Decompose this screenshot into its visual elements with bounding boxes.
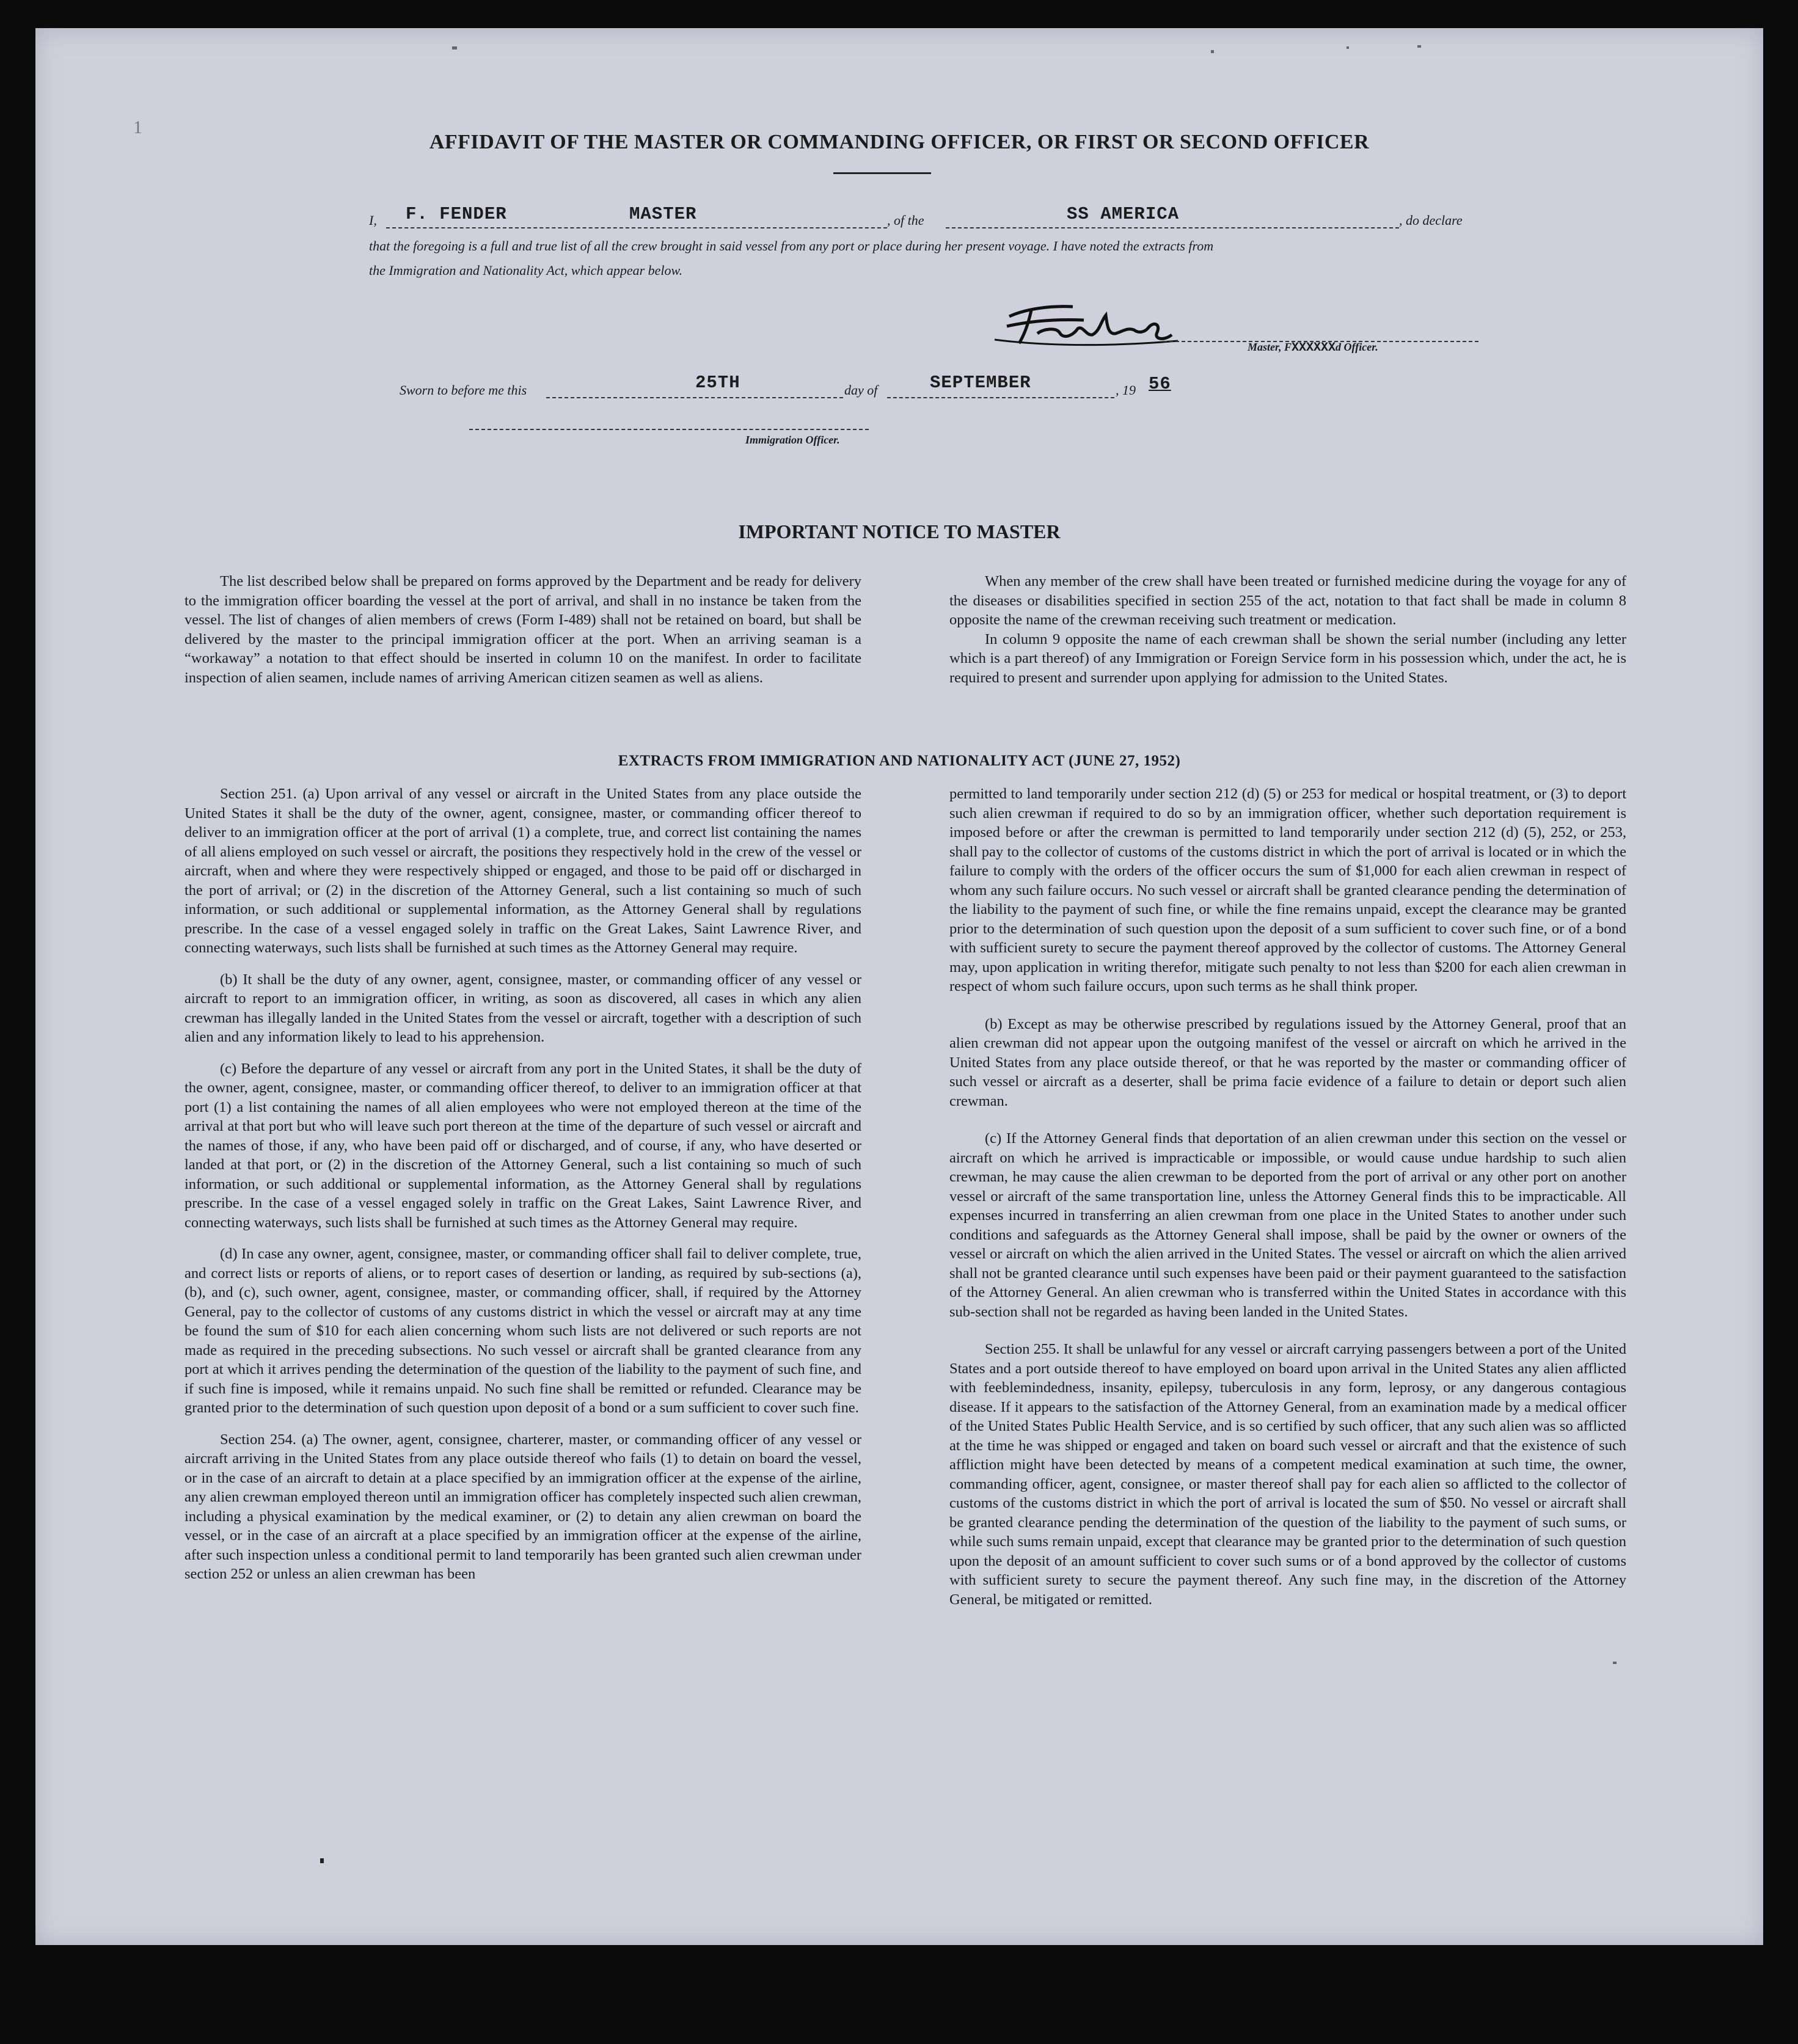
declaration-line-2: that the foregoing is a full and true list of all the crew brought in said vessel from any port or place during her present voyage. I have noted the extracts from [369,238,1214,254]
master-caption-start: Master, F [1248,341,1292,353]
declaration-of-the: , of the [887,213,924,228]
notice-left-column [185,572,861,699]
sworn-month: SEPTEMBER [930,373,1031,393]
sworn-day: 25TH [695,373,740,393]
scan-speck [1613,1662,1617,1664]
notice-left-paragraph: The list described below shall be prepared on forms approved by the Department and be ready for delivery to the immigration officer boarding the vessel at the port of arrival, and shall in no instance be taken from the vessel. The list of changes of alien members of crews (Form I-489) shall not be retained on board, but shall be delivered by the master to the principal immigration officer at the port. When an arriving seaman is a “workaway” a notation to that effect should be inserted in column 10 on the manifest. In order to facilitate inspection of alien seamen, include names of arriving American citizen seamen as well as aliens. [185,573,861,686]
declaration-do-declare: , do declare [1399,213,1463,228]
scan-speck [320,1858,324,1863]
master-caption [1248,341,1378,355]
sworn-label: Sworn to before me this [400,382,527,398]
notice-right-column [949,572,1626,699]
declaration-line-3: the Immigration and Nationality Act, which appear below. [369,263,683,278]
section-255: Section 255. It shall be unlawful for any vessel or aircraft carrying passengers between a port of the United States and a port outside thereof to have employed on board upon arrival in the United States any alien afflicted with feeblemindedness, insanity, epilepsy, tuberculosis in any form, leprosy, or any dangerous contagious disease. If it appears to the satisfaction of the Attorney General, from an examination made by a medical officer of the United States Public Health Service, and is so certified by such officer, that any such alien was so afflicted at the time he was shipped or engaged and taken on board such vessel or aircraft and that the existence of such affliction might have been detected by means of a competent medical examination at such time, the owner, commanding officer, agent, consignee, or master thereof shall pay for each alien so afflicted to the collector of customs of the customs district in which the port of arrival is located the sum of $50. No vessel or aircraft shall be granted clearance pending the determination of the question of the liability to the payment of such sums, or while such sums remain unpaid, except that clearance may be granted prior to the determination of such question upon the deposit of an amount sufficient to cover such sums or of a bond approved by the collector of customs with sufficient surety to secure the payment thereof. Any such fine may, in the discretion of the Attorney General, be mitigated or remitted. [949,1341,1626,1608]
immigration-officer-caption: Immigration Officer. [745,434,840,446]
extracts-right-column [949,784,1626,1621]
page-mark: 1 [133,117,142,137]
section-254-c: (c) If the Attorney General finds that deportation of an alien crewman under this section on the vessel or aircraft on which he arrived is impracticable or impossible, or would cause undue hardship to such alien crewman, he may cause the alien crewman to be deported from the port of arrival or any other port on another vessel or aircraft of the same transportation line, unless the Attorney General finds this to be impracticable. All expenses incurred in transferring an alien crewman from one place in the United States to another under such conditions and safeguards as the Attorney General shall impose, shall be paid by the owner or owners of the vessel or aircraft on which the alien arrived in the United States. The vessel or aircraft on which the alien arrived shall not be granted clearance until such expenses have been paid or their payment guaranteed to the satisfaction of the Attorney General. An alien crewman who is transferred within the United States in accordance with this sub-section shall not be regarded as having been landed in the United States. [949,1130,1626,1320]
scan-speck [1417,45,1421,48]
sworn-year-prefix: , 19 [1116,382,1136,398]
sworn-day-line [546,380,843,398]
master-rank: MASTER [629,204,697,224]
scan-speck [1211,50,1214,53]
immigration-officer-line [469,417,869,430]
sworn-day-of: day of [844,382,878,398]
master-signature [970,297,1190,364]
notice-right-paragraph-2: In column 9 opposite the name of each crewman shall be shown the serial number (including any letter which is a part thereof) of any Immigration or Foreign Service form in his possession which, under the act, he is required to present and surrender upon applying for admission to the United States. [949,630,1626,686]
master-name: F. FENDER [406,204,507,224]
sworn-year: 56 [1149,374,1171,394]
master-caption-end: d Officer. [1336,341,1378,353]
master-signature-line [1163,329,1478,342]
notice-right-paragraph-1: When any member of the crew shall have been treated or furnished medicine during the voyage for any of the diseases or disabilities specified in section 255 of the act, notation to that fact shall be made in column 8 opposite the name of the crewman receiving such treatment or medication. [949,573,1626,628]
declaration-i: I, [369,213,377,228]
section-254-a: Section 254. (a) The owner, agent, consignee, charterer, master, or commanding officer of any vessel or aircraft arriving in the United States from any place outside thereof who fails (1) to detain on board the vessel, or in the case of an aircraft to detain at a place specified by an immigration officer at the expense of the airline, any alien crewman employed thereon until an immigration officer has completely inspected such alien crewman, including a physical examination by the medical examiner, or (2) to detain any alien crewman on board the vessel, or in the case of an aircraft at a place specified by an immigration officer at the expense of the airline, after such inspection unless a conditional permit to land temporarily has been granted such alien crewman under section 252 or unless an alien crewman has been [185,1431,861,1582]
title-rule [833,172,931,174]
document-page [35,28,1763,1945]
document-title: AFFIDAVIT OF THE MASTER OR COMMANDING OFFICER, OR FIRST OR SECOND OFFICER [429,131,1370,153]
vessel-name: SS AMERICA [1067,204,1180,224]
section-251-a: Section 251. (a) Upon arrival of any vessel or aircraft in the United States from any place outside the United States it shall be the duty of the owner, agent, consignee, master, or commanding officer thereof to deliver to an immigration officer at the port of arrival (1) a complete, true, and correct list containing the names of all aliens employed on such vessel or aircraft, the positions they respectively hold in the crew of the vessel or aircraft, when and where they were respectively shipped or engaged, and those to be paid off or discharged in the port of arrival; or (2) in the discretion of the Attorney General, such a list containing so much of such information, or such additional or supplemental information, as the Attorney General shall by regulations prescribe. In the case of a vessel engaged solely in traffic on the Great Lakes, Saint Lawrence River, and connecting waterways, such lists shall be furnished at such times as the Attorney General may require. [185,786,861,956]
scan-speck [452,46,457,49]
section-251-b: (b) It shall be the duty of any owner, agent, consignee, master, or commanding officer of any vessel or aircraft to report to an immigration officer, in writing, as soon as discovered, all cases in which any alien crewman has illegally landed in the United States from the vessel or aircraft, together with a description of such alien and any information likely to lead to his apprehension. [185,971,861,1045]
master-caption-struck: XXXXXX [1292,341,1336,355]
section-251-d: (d) In case any owner, agent, consignee, master, or commanding officer shall fail to deliver complete, true, and correct lists or reports of aliens, or to report cases of desertion or landing, as required by sub-sections (a), (b), and (c), such owner, agent, consignee, master, or commanding officer, shall, if required by the Attorney General, pay to the collector of customs of any customs district in which the vessel or aircraft may at any time be found the sum of $10 for each alien concerning whom such lists are not delivered or such reports are not made as required in the preceding subsections. No such vessel or aircraft shall be granted clearance from any port at which it arrives pending the determination of the question of the liability to the payment of such fine, and if such fine is imposed, while it remains unpaid. No such fine shall be remitted or refunded. Clearance may be granted prior to the determination of such question upon deposit of a bond or a sum sufficient to cover such fine. [185,1246,861,1416]
notice-heading: IMPORTANT NOTICE TO MASTER [738,520,1061,542]
scan-speck [1347,46,1349,49]
extracts-heading: EXTRACTS FROM IMMIGRATION AND NATIONALITY ACT (JUNE 27, 1952) [618,753,1181,769]
section-251-c: (c) Before the departure of any vessel or aircraft from any port in the United States, it shall be the duty of the owner, agent, consignee, master, or commanding officer thereof, to deliver to an immigration officer at that port (1) a list containing the names of all alien employees who were not employed thereon at the time of the arrival at that port but who will leave such port thereon at the time of the departure of such vessel or aircraft and the names of those, if any, who have been paid off or discharged, and of course, if any, who have deserted or landed at that port, or (2) in the discretion of the Attorney General, such a list containing so much of such information, or such additional or supplemental information, as the Attorney General shall by regulations prescribe. In the case of a vessel engaged solely in traffic on the Great Lakes, Saint Lawrence River, and connecting waterways, such lists shall be furnished at such times as the Attorney General may require. [185,1060,861,1231]
section-254-b: (b) Except as may be otherwise prescribed by regulations issued by the Attorney General, proof that an alien crewman did not appear upon the outgoing manifest of the vessel or aircraft on which he arrived in the United States from any place outside thereof, or that he was reported by the master or commanding officer of such vessel or aircraft as a deserter, shall be prima facie evidence of a failure to detain or deport such alien crewman. [949,1015,1626,1109]
extracts-left-column [185,784,861,1596]
section-254-a-continued: permitted to land temporarily under section 212 (d) (5) or 253 for medical or hospital treatment, or (3) to deport such alien crewman if required to do so by an immigration officer, whether such deportation requirement is imposed before or after the crewman is permitted to land temporarily under section 212 (d) (5), 252, or 253, shall pay to the collector of customs of the customs district in which the port of arrival is located or in which the failure to comply with the orders of the officer occurs the sum of $1,000 for each alien crewman in respect of whom any such failure occurs. No such vessel or aircraft shall be granted clearance pending the determination of the liability to the payment of such fine, or while the fine remains unpaid, except the clearance may be granted prior to the determination of such question upon the deposit of a sum sufficient to cover such fine, or of a bond with sufficient surety to secure the payment thereof approved by the collector of customs. The Attorney General may, upon application in writing therefor, mitigate such penalty to not less than $200 for each alien crewman in respect of whom such failure occurs, upon such terms as he shall think proper. [949,786,1626,995]
